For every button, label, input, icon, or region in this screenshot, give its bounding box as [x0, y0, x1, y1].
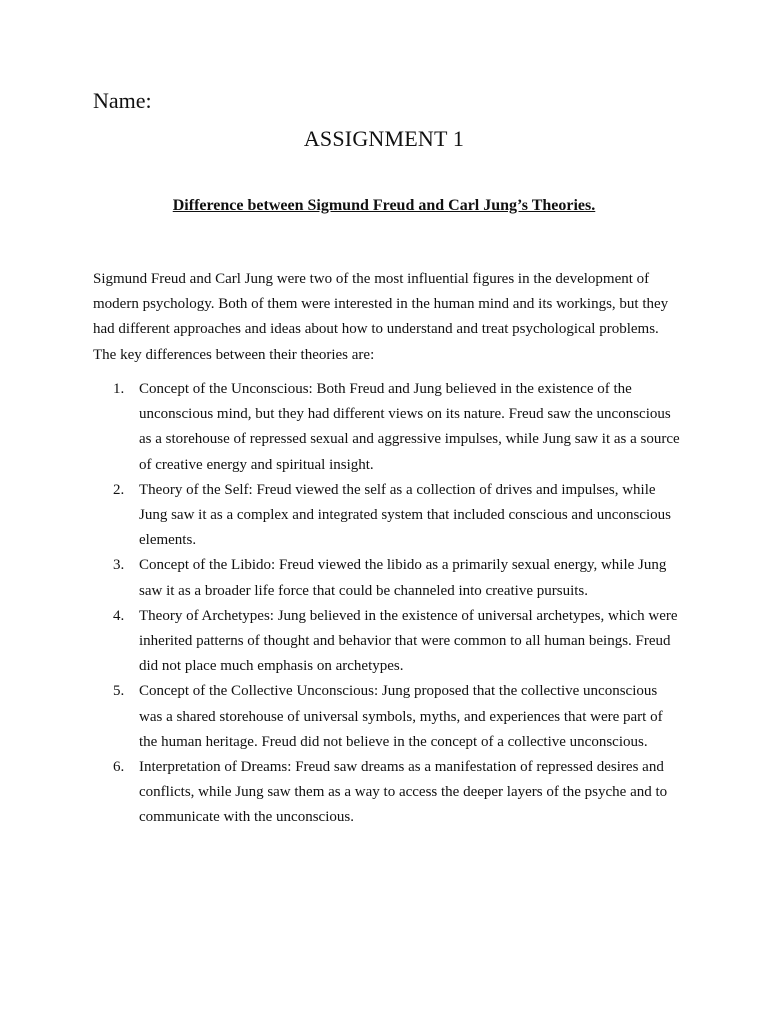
list-item-text: Concept of the Libido: Freud viewed the libido as a primarily sexual energy, while Jung saw it as a broader life force that could be channeled into creative pursuits.	[139, 557, 667, 599]
list-item-text: Theory of the Self: Freud viewed the self as a collection of drives and impulses, while Jung saw it as a complex and integrated system that included conscious and unconscious elements.	[139, 481, 671, 549]
list-item-text: Concept of the Collective Unconscious: Jung proposed that the collective unconscious was a shared storehouse of universal symbols, myths, and experiences that were part of the human heritage. Freud did not believe in the concept of a collective unconscious.	[139, 683, 663, 750]
list-item	[93, 377, 683, 478]
list-item	[93, 478, 683, 554]
list-item	[93, 679, 683, 755]
list-item-number: 4.	[113, 607, 125, 624]
list-item-text: Theory of Archetypes: Jung believed in the existence of universal archetypes, which were inherited patterns of thought and behavior that were common to all human beings. Freud did not place much emphasis on archetypes.	[139, 607, 678, 675]
list-item-text: Interpretation of Dreams: Freud saw dreams as a manifestation of repressed desires and conflicts, while Jung saw them as a way to access the deeper layers of the psyche and to communicate with the unconscious.	[139, 759, 668, 826]
list-item-number: 3.	[113, 557, 125, 574]
list-item-number: 6.	[113, 759, 125, 776]
list-item-number: 5.	[113, 683, 125, 700]
list-item	[93, 604, 683, 680]
list-item	[93, 553, 683, 603]
list-item	[93, 755, 683, 831]
name-label: Name:	[93, 88, 152, 113]
list-item-text: Concept of the Unconscious: Both Freud and Jung believed in the existence of the unconscious mind, but they had different views on its nature. Freud saw the unconscious as a storehouse of repressed sexual and aggressive impulses, while Jung saw it as a source of creative energy and spiritual insight.	[139, 381, 680, 473]
list-item-number: 1.	[113, 381, 125, 397]
intro-paragraph: Sigmund Freud and Carl Jung were two of the most influential figures in the development of modern psychology. Both of them were interested in the human mind and its workings, but they had different approaches and ideas about how to understand and treat psychological problems. The key differences between their theories are:	[93, 271, 669, 363]
list-item-number: 2.	[113, 481, 125, 498]
document-heading: Difference between Sigmund Freud and Carl Jung’s Theories.	[172, 197, 596, 214]
assignment-title: ASSIGNMENT 1	[303, 126, 465, 151]
differences-list	[93, 377, 683, 831]
